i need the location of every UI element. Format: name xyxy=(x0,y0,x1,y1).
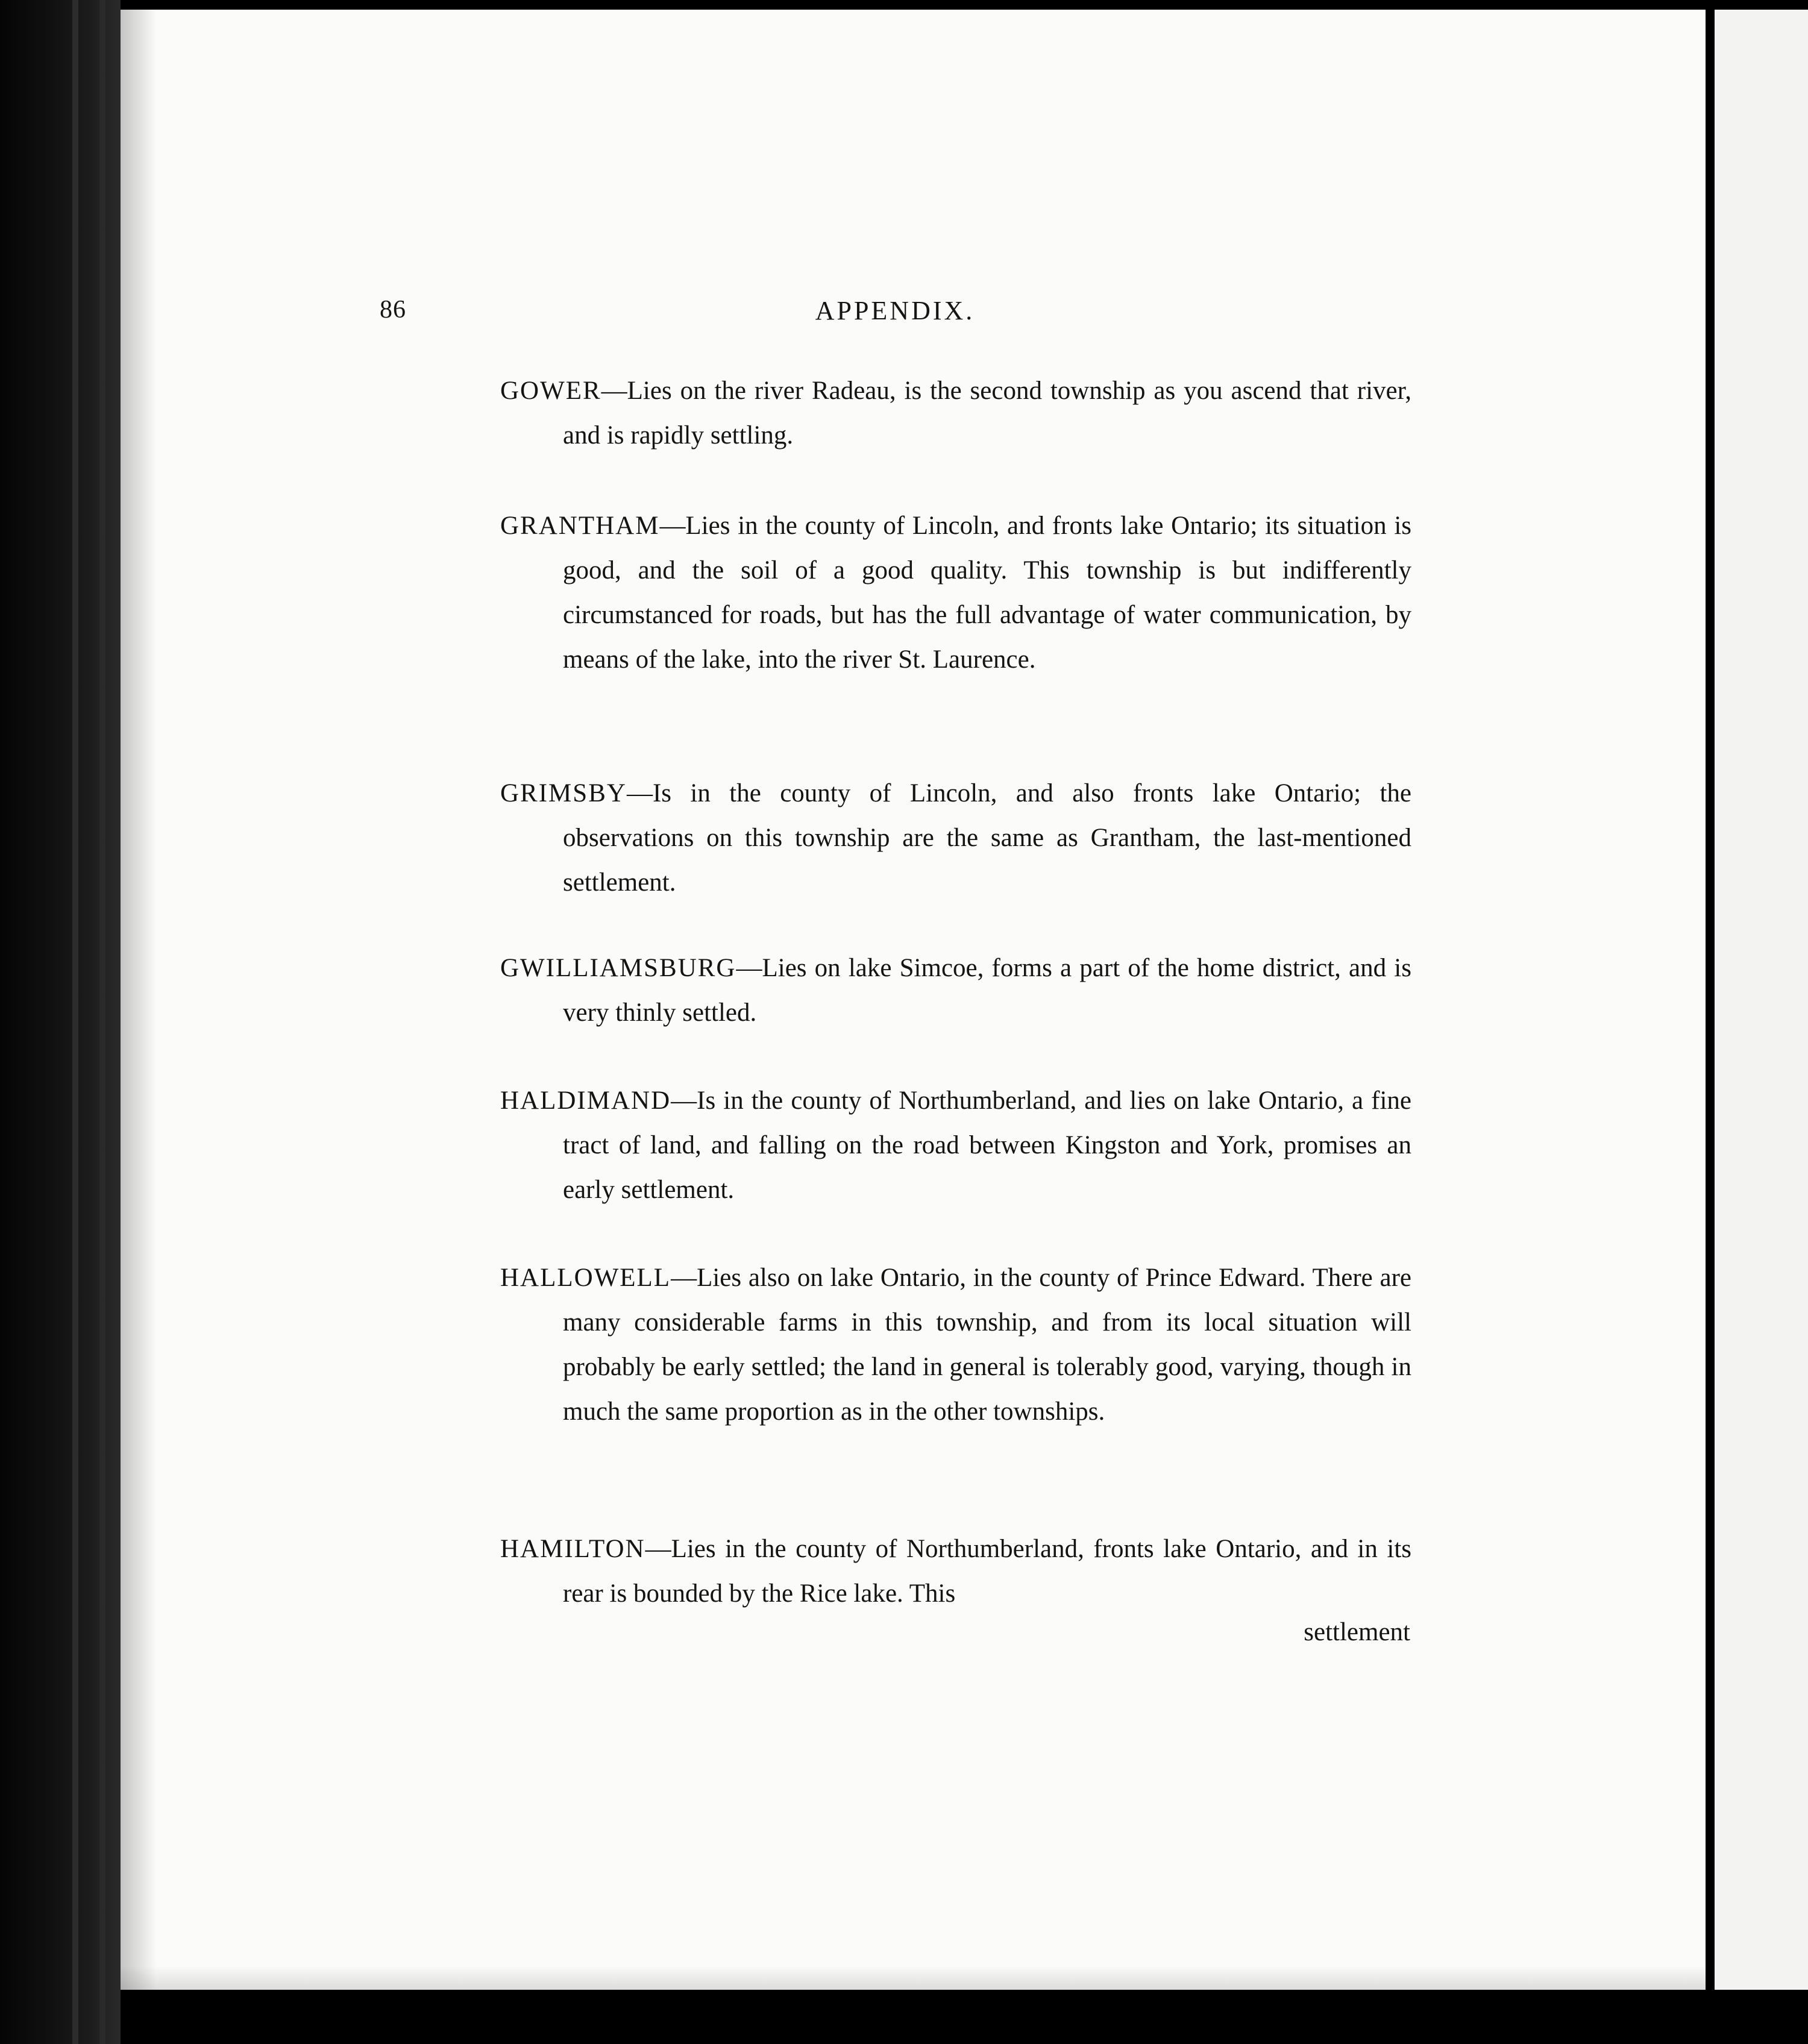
entry-text: —Lies in the county of Northumberland, fronts lake Ontario, and in its rear is bounded by the Rice lake. This xyxy=(563,1535,1411,1608)
entry-text: —Is in the county of Northumberland, and lies on lake Ontario, a fine tract of land, and falling on the road between Kingston and York, promises an early settlement. xyxy=(563,1086,1411,1204)
entry-hallowell xyxy=(500,1256,1411,1434)
book-binding xyxy=(0,0,121,2044)
header-title: APPENDIX. xyxy=(815,296,975,325)
catchword: settlement xyxy=(1304,1618,1410,1646)
entry-haldimand xyxy=(500,1079,1411,1212)
entry-hamilton xyxy=(500,1527,1411,1616)
page-bottom-shadow xyxy=(121,1966,1706,1990)
binding-stripe xyxy=(72,0,78,2044)
entry-text: —Is in the county of Lincoln, and also fronts lake Ontario; the observations on this township are the same as Grantham, the last-mentioned settlement. xyxy=(563,779,1411,897)
entry-text: —Lies on lake Simcoe, forms a part of the home district, and is very thinly settled. xyxy=(563,954,1411,1027)
binding-stripe xyxy=(99,0,105,2044)
page-number: 86 xyxy=(380,296,406,324)
page-gutter-shadow xyxy=(121,10,157,1990)
running-head xyxy=(380,295,1410,331)
adjacent-page-edge xyxy=(1715,10,1808,1990)
entry-head: GOWER xyxy=(500,377,601,405)
entry-head: GRANTHAM xyxy=(500,512,660,540)
entry-grantham xyxy=(500,504,1411,682)
entry-text: —Lies also on lake Ontario, in the county of Prince Edward. There are many considerable farms in this township, and from its local situation will probably be early settled; the land in general is tolerably good, varying, though in much the same proportion as in the other townships. xyxy=(563,1264,1411,1426)
entry-text: —Lies on the river Radeau, is the second township as you ascend that river, and is rapidly settling. xyxy=(563,377,1411,450)
entry-text: —Lies in the county of Lincoln, and fronts lake Ontario; its situation is good, and the soil of a good quality. This township is but indifferently circumstanced for roads, but has the full advantage of water communication, by means of the lake, into the river St. Laurence. xyxy=(563,512,1411,674)
entry-grimsby xyxy=(500,771,1411,905)
entry-gower xyxy=(500,369,1411,458)
page-gap xyxy=(1706,0,1715,2044)
entry-gwilliamsburg xyxy=(500,946,1411,1035)
entry-head: GRIMSBY xyxy=(500,779,627,807)
entry-head: GWILLIAMSBURG xyxy=(500,954,736,982)
entry-head: HALDIMAND xyxy=(500,1086,671,1115)
entry-head: HAMILTON xyxy=(500,1535,645,1563)
entry-head: HALLOWELL xyxy=(500,1264,671,1292)
